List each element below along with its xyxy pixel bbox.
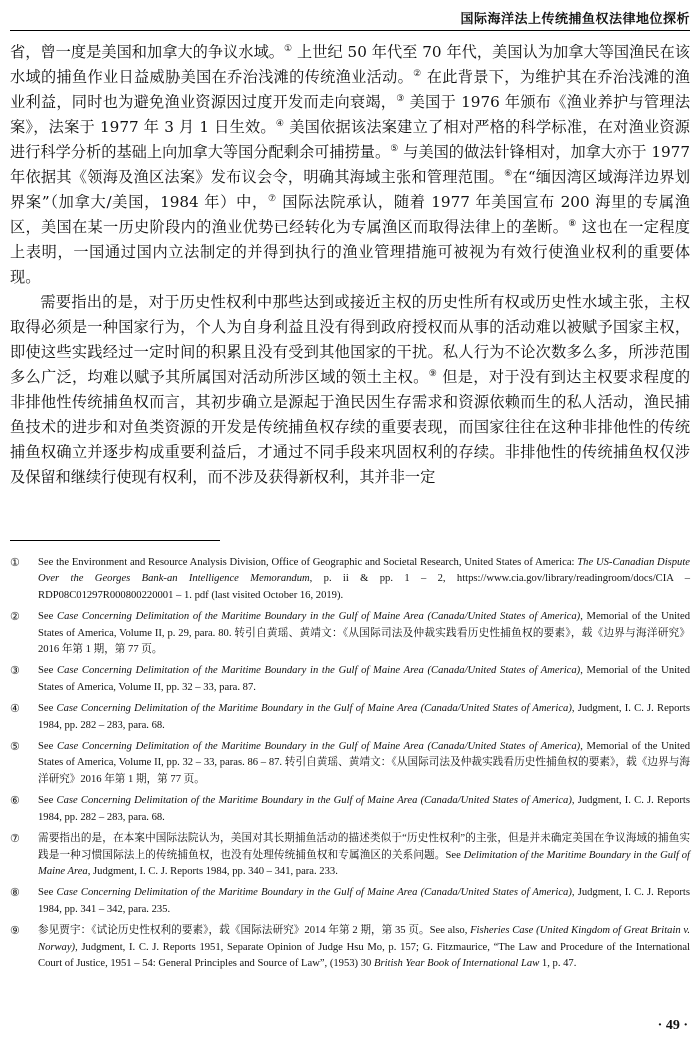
footnote-run: , Judgment, I. C. J. Reports 1984, pp. 282 – 283, para. 68. <box>38 795 690 823</box>
footnote-separator <box>10 540 220 541</box>
footnote-2 <box>10 609 690 658</box>
footnote-text <box>38 793 690 826</box>
footnote-run: See <box>38 795 57 807</box>
footnote-4 <box>10 701 690 734</box>
footnote-run: 参见贾宇：《试论历史性权利的要素》，载《国际法研究》2014 年第 2 期，第 35 页。See also, <box>38 925 471 937</box>
footnote-run: , Memorial of the United States of America, Volume II, pp. 32 – 33, paras. 86 – 87. 转引自黄瑶、黄靖文：《从国际司法及仲裁实践看历史性捕鱼权的要素》，载《边界与海洋研究》2016 年第 1 期，第 77 页。 <box>38 741 690 785</box>
footnote-run: , Memorial of the United States of America, Volume II, pp. 32 – 33, para. 87. <box>38 665 690 693</box>
footnote-run: , Memorial of the United States of America, Volume II, p. 29, para. 80. 转引自黄瑶、黄靖文：《从国际司法及仲裁实践看历史性捕鱼权的要素》，载《边界与海洋研究》2016 年第 1 期，第 77 页。 <box>38 611 690 656</box>
footnote-number: ⑥ <box>10 795 20 808</box>
footnote-run: , Judgment, I. C. J. Reports 1984, pp. 282 – 283, para. 68. <box>38 703 690 731</box>
footnote-text <box>38 701 690 734</box>
paragraph-2 <box>10 290 690 490</box>
footnote-run: See <box>38 665 57 677</box>
text-run: 在“缅因湾区域海洋边界划界案”（加拿大/美国，1984 年）中， <box>10 168 691 211</box>
footnote-ref-9[interactable]: ⑨ <box>428 368 438 379</box>
footnote-ref-2[interactable]: ② <box>413 68 422 79</box>
footnote-run: See <box>38 611 57 623</box>
text-run: 需要指出的是，对于历史性权利中那些达到或接近主权的历史性所有权或历史性水域主张，主权取得必须是一种国家行为，个人为自身利益且没有得到政府授权而从事的活动难以被赋予国家主权，即使这些实践经过一定时间的积累且没有受到其他国家的干扰。私人行为不论次数多么多，所涉范围多么广泛，均难以赋予其所属国对活动所涉区域的领土主权。 <box>10 293 690 386</box>
footnote-9 <box>10 923 690 972</box>
running-header <box>10 0 690 31</box>
footnote-italic-title: Case Concerning Delimitation of the Maritime Boundary in the Gulf of Maine Area (Canada/United States of America) <box>57 665 581 677</box>
footnote-text <box>38 831 690 880</box>
footnote-3 <box>10 663 690 696</box>
footnote-ref-7[interactable]: ⑦ <box>267 193 277 204</box>
footnote-italic-title: Case Concerning Delimitation of the Maritime Boundary in the Gulf of Maine Area (Canada/United States of America) <box>56 887 572 899</box>
footnote-italic-title: Case Concerning Delimitation of the Maritime Boundary in the Gulf of Maine Area (Canada/United States of America) <box>57 741 581 753</box>
text-run: 国际法院承认，随着 1977 年美国宣布 200 海里的专属渔区，美国在某一历史阶段内的渔业优势已经转化为专属渔区而取得法律上的垄断。 <box>10 193 690 236</box>
text-run: 美国依据该法案建立了相对严格的科学标准，在对渔业资源进行科学分析的基础上向加拿大等国分配剩余可捕捞量。 <box>10 118 690 161</box>
footnote-1 <box>10 555 690 604</box>
text-run: 上世纪 50 年代至 70 年代，美国认为加拿大等国渔民在该水域的捕鱼作业日益威胁美国在乔治浅滩的传统渔业活动。 <box>10 43 690 86</box>
footnote-7 <box>10 831 690 880</box>
footnote-ref-5[interactable]: ⑤ <box>390 143 399 154</box>
footnote-number: ④ <box>10 703 20 716</box>
footnote-run: 1, p. 47. <box>539 957 577 969</box>
footnote-run: See <box>38 887 57 899</box>
page-number: · 49 · <box>657 1018 688 1033</box>
text-run: 与美国的做法针锋相对，加拿大亦于 1977 年依据其《领海及渔区法案》发布议会令，明确其海域主张和管理范围。 <box>10 143 690 186</box>
footnote-text <box>38 923 690 972</box>
text-run: 省，曾一度是美国和加拿大的争议水域。 <box>10 43 285 61</box>
footnote-ref-1[interactable]: ① <box>284 43 293 54</box>
footnote-italic-title: Case Concerning Delimitation of the Maritime Boundary in the Gulf of Maine Area (Canada/United States of America) <box>56 795 572 807</box>
footnote-run: , p. ii & pp. 1 – 2, https://www.cia.gov/library/readingroom/docs/CIA – RDP08C01297R000800220001 – 1. pdf (last visited October 16, 2019). <box>38 573 690 601</box>
footnote-text <box>38 555 690 604</box>
footnote-number: ③ <box>10 665 20 678</box>
footnote-italic-title: The US-Canadian Dispute Over the Georges Bank-an Intelligence Memorandum <box>38 557 690 585</box>
running-header-title: 国际海洋法上传统捕鱼权法律地位探析 <box>460 12 690 27</box>
text-run: 但是，对于没有到达主权要求程度的非排他性传统捕鱼权而言，其初步确立是源起于渔民因生存需求和资源依赖而生的私人活动，渔民捕鱼技术的进步和对鱼类资源的开发是传统捕鱼权存续的重要表现，而国家往往在这种非排他性的传统捕鱼权确立并逐步构成重要利益后，才通过不同手段来巩固权利的存续。非排他性的传统捕鱼权仅涉及保留和继续行使现有权利，而不涉及获得新权利，其并非一定 <box>10 368 691 486</box>
footnote-italic-title: Case Concerning Delimitation of the Maritime Boundary in the Gulf of Maine Area (Canada/United States of America) <box>57 611 581 623</box>
footnote-number: ⑤ <box>10 741 20 754</box>
footnote-run: , Judgment, I. C. J. Reports 1984, pp. 341 – 342, para. 235. <box>38 887 690 915</box>
footnote-ref-4[interactable]: ④ <box>275 118 285 129</box>
footnote-5 <box>10 739 690 788</box>
footnotes <box>10 555 690 977</box>
paragraph-1 <box>10 40 690 290</box>
footnote-text <box>38 663 690 696</box>
footnote-run: , Judgment, I. C. J. Reports 1951, Separate Opinion of Judge Hsu Mo, p. 157; G. Fitzmaurice, “The Law and Procedure of the International Court of Justice, 1951 – 54: General Principles and Source of Law”, (1953) 30 <box>38 941 690 969</box>
footnote-italic-title: Fisheries Case (United Kingdom of Great Britain v. Norway) <box>38 925 690 953</box>
footnote-text <box>38 885 690 918</box>
footnote-run: See the Environment and Resource Analysis Division, Office of Geographic and Societal Research, United States of America: <box>38 557 578 568</box>
footnote-italic-title: Case Concerning Delimitation of the Maritime Boundary in the Gulf of Maine Area (Canada/United States of America) <box>56 703 572 715</box>
text-run: 在此背景下，为维护其在乔治浅滩的渔业利益，同时也为避免渔业资源因过度开发而走向衰竭， <box>10 68 690 111</box>
footnote-run: See <box>38 703 57 715</box>
footnote-text <box>38 609 690 658</box>
footnote-number: ② <box>10 611 20 624</box>
footnote-run: , Judgment, I. C. J. Reports 1984, pp. 340 – 341, para. 233. <box>87 865 338 877</box>
footnote-number: ⑨ <box>10 925 20 938</box>
footnote-italic-title: Delimitation of the Maritime Boundary in the Gulf of Maine Area <box>38 849 690 877</box>
footnote-8 <box>10 885 690 918</box>
text-run: 这也在一定程度上表明，一国通过国内立法制定的并得到执行的渔业管理措施可被视为有效行使渔业权利的重要体现。 <box>10 218 690 286</box>
footnote-run: See <box>38 741 57 753</box>
footnote-number: ① <box>10 557 20 569</box>
footnote-text <box>38 739 690 788</box>
body-text <box>10 40 690 490</box>
footnote-italic-title: British Year Book of International Law <box>373 957 540 969</box>
footnote-ref-3[interactable]: ③ <box>396 93 405 104</box>
footnote-run: 需要指出的是，在本案中国际法院认为，美国对其长期捕鱼活动的描述类似于“历史性权利”的主张，但是并未确定美国在争议海域的捕鱼实践是一种习惯国际法上的传统捕鱼权，也没有处理传统捕鱼权和专属渔区的关系问题。See <box>38 833 690 861</box>
footnote-ref-8[interactable]: ⑧ <box>568 218 577 229</box>
footnote-ref-6[interactable]: ⑥ <box>504 168 513 179</box>
footnote-6 <box>10 793 690 826</box>
text-run: 美国于 1976 年颁布《渔业养护与管理法案》，法案于 1977 年 3 月 1 日生效。 <box>10 93 691 136</box>
footnote-number: ⑧ <box>10 887 20 900</box>
footnote-number: ⑦ <box>10 833 20 846</box>
